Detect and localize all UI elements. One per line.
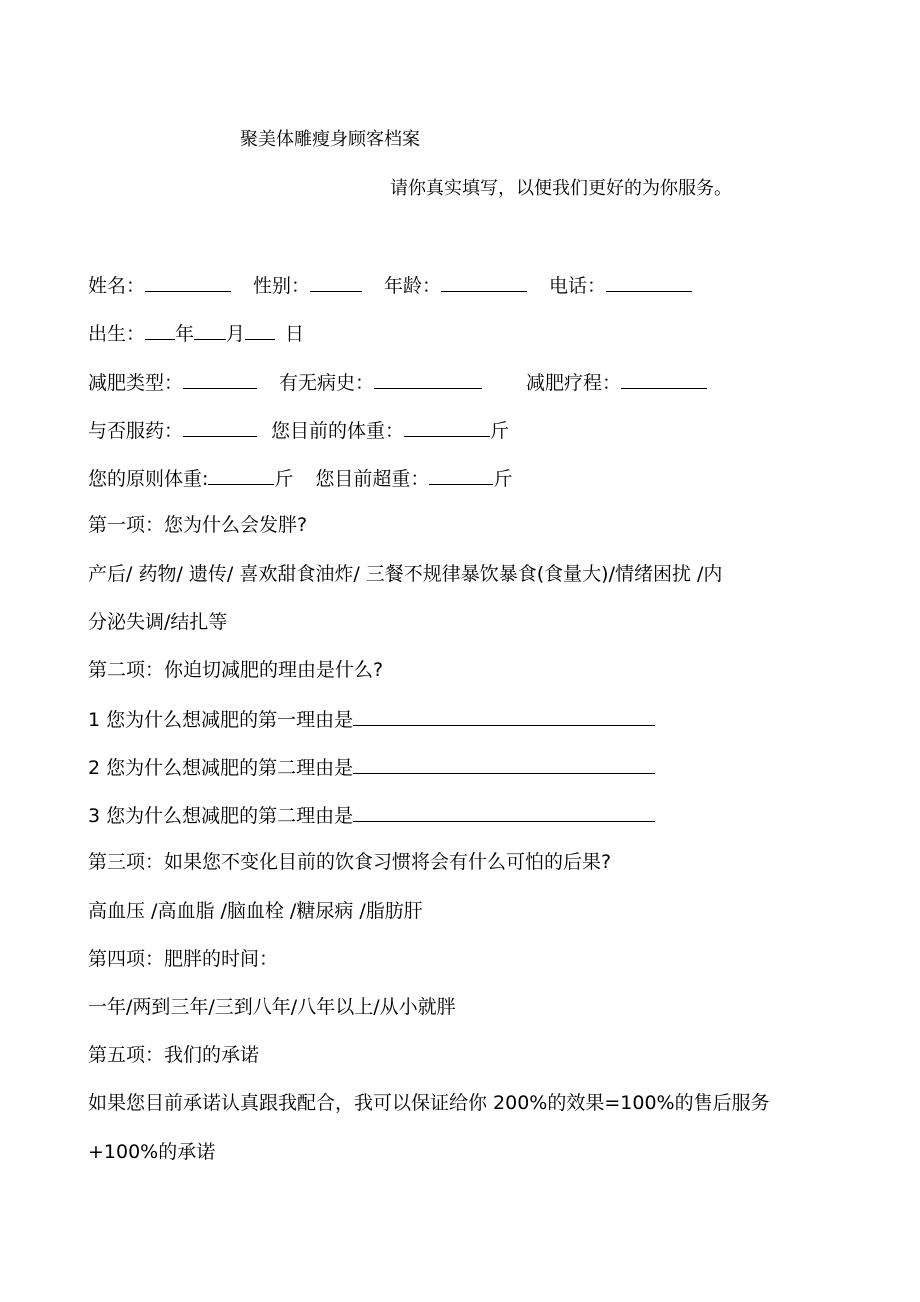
reason-2-row bbox=[88, 753, 655, 781]
question-3-title: 第三项：如果您不变化目前的饮食习惯将会有什么可怕的后果? bbox=[88, 851, 612, 873]
name-label: 姓名： bbox=[88, 275, 146, 297]
question-1-options-line1: 产后/ 药物/ 遗传/ 喜欢甜食油炸/ 三餐不规律暴饮暴食(食量大)/情绪困扰 /内 bbox=[88, 563, 723, 585]
birth-row bbox=[88, 319, 304, 347]
day-unit: 日 bbox=[285, 323, 305, 345]
question-2-title: 第二项：你迫切减肥的理由是什么? bbox=[88, 659, 384, 681]
reason-1-row bbox=[88, 705, 655, 733]
birth-month-blank[interactable] bbox=[194, 319, 226, 340]
question-5-title: 第五项：我们的承诺 bbox=[88, 1044, 260, 1066]
course-label: 减肥疗程： bbox=[526, 372, 622, 394]
medicine-row bbox=[88, 416, 509, 444]
reason-3-label: 3 您为什么想减肥的第二理由是 bbox=[88, 805, 354, 827]
phone-label: 电话： bbox=[549, 275, 607, 297]
basic-info-row bbox=[88, 271, 692, 299]
reason-2-blank[interactable] bbox=[353, 753, 655, 774]
current-weight-blank[interactable] bbox=[404, 416, 490, 437]
name-blank[interactable] bbox=[145, 271, 231, 292]
question-1-title: 第一项：您为什么会发胖? bbox=[88, 514, 308, 536]
question-4-title: 第四项：肥胖的时间： bbox=[88, 948, 279, 970]
document-title: 聚美体雕瘦身顾客档案 bbox=[240, 129, 420, 150]
phone-blank[interactable] bbox=[606, 271, 692, 292]
question-3-options: 高血压 /高血脂 /脑血栓 /糖尿病 /脂肪肝 bbox=[88, 900, 423, 922]
standard-weight-blank[interactable] bbox=[208, 464, 274, 485]
gender-blank[interactable] bbox=[310, 271, 362, 292]
course-blank[interactable] bbox=[621, 368, 707, 389]
standard-weight-row bbox=[88, 464, 512, 492]
standard-weight-unit: 斤 bbox=[274, 468, 294, 490]
reason-3-row bbox=[88, 801, 655, 829]
reason-1-blank[interactable] bbox=[353, 705, 655, 726]
reason-2-label: 2 您为什么想减肥的第二理由是 bbox=[88, 757, 354, 779]
overweight-label: 您目前超重： bbox=[315, 468, 430, 490]
current-weight-label: 您目前的体重： bbox=[271, 420, 405, 442]
year-unit: 年 bbox=[175, 323, 195, 345]
question-4-options: 一年/两到三年/三到八年/八年以上/从小就胖 bbox=[88, 996, 456, 1018]
promise-text-line2: +100%的承诺 bbox=[88, 1141, 216, 1163]
question-1-options-line2: 分泌失调/结扎等 bbox=[88, 611, 228, 633]
history-blank[interactable] bbox=[374, 368, 482, 389]
promise-text-line1: 如果您目前承诺认真跟我配合，我可以保证给你 200%的效果=100%的售后服务 bbox=[88, 1092, 770, 1114]
medicine-label: 与否服药： bbox=[88, 420, 184, 442]
birth-year-blank[interactable] bbox=[145, 319, 175, 340]
birth-label: 出生： bbox=[88, 323, 146, 345]
document-subtitle: 请你真实填写，以便我们更好的为你服务。 bbox=[390, 178, 732, 199]
type-blank[interactable] bbox=[183, 368, 257, 389]
history-label: 有无病史： bbox=[279, 372, 375, 394]
medicine-blank[interactable] bbox=[183, 416, 257, 437]
type-label: 减肥类型： bbox=[88, 372, 184, 394]
birth-day-blank[interactable] bbox=[245, 319, 275, 340]
overweight-unit: 斤 bbox=[493, 468, 513, 490]
overweight-blank[interactable] bbox=[429, 464, 493, 485]
reason-1-label: 1 您为什么想减肥的第一理由是 bbox=[88, 709, 354, 731]
age-label: 年龄： bbox=[384, 275, 442, 297]
reason-3-blank[interactable] bbox=[353, 801, 655, 822]
age-blank[interactable] bbox=[441, 271, 527, 292]
current-weight-unit: 斤 bbox=[490, 420, 510, 442]
weight-loss-info-row bbox=[88, 368, 707, 396]
month-unit: 月 bbox=[226, 323, 246, 345]
standard-weight-label: 您的原则体重: bbox=[88, 468, 209, 490]
gender-label: 性别： bbox=[253, 275, 311, 297]
